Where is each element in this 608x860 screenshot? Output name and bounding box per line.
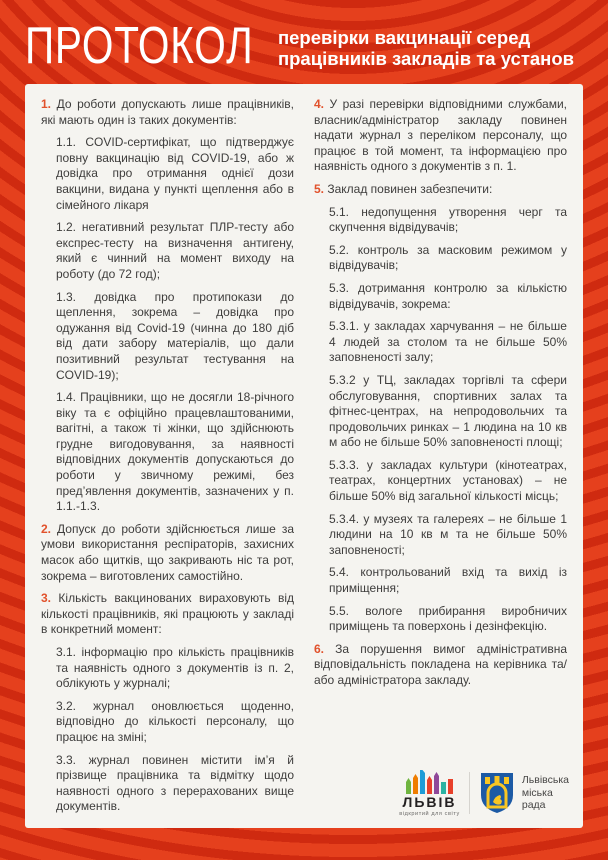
item-text: інформацію про кількість працівників та наявність одного з документів із п. 2, облікують у журналі; xyxy=(56,645,294,691)
protocol-subitem-3-2 xyxy=(56,699,294,746)
protocol-subitem-5-4 xyxy=(329,565,567,596)
lviv-logo-wordmark: ЛЬВІВ xyxy=(402,793,457,810)
item-number: 3.2. xyxy=(56,698,77,713)
item-text: За порушення вимог адміністративна відповідальність покладена на керівника та/або адміністратора закладу. xyxy=(314,641,567,687)
protocol-subitem-5-3-3 xyxy=(329,458,567,505)
item-text: недопущення утворення черг та скупчення відвідувачів; xyxy=(329,204,567,235)
lviv-city-logo xyxy=(399,770,460,817)
protocol-subitem-5-3-4 xyxy=(329,512,567,559)
item-number: 2. xyxy=(41,521,52,536)
item-text: Працівники, що не досягли 18-річного віку та є офіційно працевлаштованими, вагітні, а також ті жінки, що здійснюють грудне вигодовування, за наявності відповідних документів допускаються до роботи у звичному режимі, без пред’явлення документів, зазначених у п. 1.1.-1.3. xyxy=(56,390,294,514)
protocol-subitem-5-3-2 xyxy=(329,373,567,451)
item-number: 5.1. xyxy=(329,204,350,219)
council-name-line3: рада xyxy=(521,799,546,812)
protocol-item-2 xyxy=(41,522,294,584)
protocol-item-6 xyxy=(314,642,567,689)
item-text: журнал повинен містити ім’я й прізвище працівника та відмітку щодо наявності одного з перерахованих вище документів. xyxy=(56,752,294,814)
item-number: 5.2. xyxy=(329,242,350,257)
item-number: 5.3.3. xyxy=(329,457,360,472)
item-number: 5.3.4. xyxy=(329,511,360,526)
footer-logos xyxy=(399,764,569,822)
protocol-subitem-1-3 xyxy=(56,290,294,384)
item-number: 4. xyxy=(314,97,325,111)
item-number: 1.3. xyxy=(56,289,77,304)
page-subtitle-line2: працівників закладів та установ xyxy=(277,48,575,69)
item-text: журнал оновлюється щоденно, відповідно до кількості персоналу, що працює на зміні; xyxy=(56,698,294,744)
protocol-subitem-3-3 xyxy=(56,753,294,815)
city-council-name xyxy=(522,774,569,812)
item-text: дотримання контролю за кількістю відвідувачів, зокрема: xyxy=(329,280,567,311)
lviv-coat-of-arms-icon xyxy=(479,771,515,815)
council-name-line2: міська xyxy=(521,786,553,799)
item-number: 5.3.1. xyxy=(329,319,360,334)
item-text: У разі перевірки відповідними службами, власник/адміністратор закладу повинен надати журнал з переліком персоналу, що працює в той момент, та інформацією про наявність одного з документів з п. 1. xyxy=(314,97,567,174)
item-text: у ТЦ, закладах торгівлі та сфери обслуговування, спортивних залах та фітнес-центрах, на непродовольчих та продовольчих ринках – 1 людина на 10 кв м або не більше 50% заповненості площі; xyxy=(329,372,567,450)
protocol-item-5 xyxy=(314,182,567,198)
city-council-logo xyxy=(479,771,569,815)
protocol-item-4 xyxy=(314,97,567,175)
item-text: До роботи допускають лише працівників, які мають один із таких документів: xyxy=(41,97,294,127)
page-header xyxy=(25,10,583,82)
item-number: 5.3.2 xyxy=(329,372,356,387)
page-subtitle xyxy=(278,22,574,69)
protocol-subitem-5-1 xyxy=(329,205,567,236)
item-number: 3.3. xyxy=(56,752,77,767)
protocol-subitem-5-5 xyxy=(329,604,567,635)
protocol-subitem-1-1 xyxy=(56,135,294,213)
item-text: негативний результат ПЛР-тесту або експрес-тесту на визначення антигену, який є чинний на момент виходу на роботу (до 72 год); xyxy=(56,220,294,281)
item-text: Допуск до роботи здійснюється лише за умови використання респіраторів, захисних масок або щитків, що закривають ніс та рот, зокрема – виготовлених самостійно. xyxy=(41,521,294,583)
logo-divider xyxy=(469,772,470,814)
item-number: 6. xyxy=(314,641,325,656)
protocol-subitem-5-3 xyxy=(329,281,567,312)
page-subtitle-line1: перевірки вакцинації серед xyxy=(277,27,531,49)
item-number: 5.5. xyxy=(329,603,350,618)
protocol-subitem-3-1 xyxy=(56,645,294,692)
item-number: 3. xyxy=(41,591,52,606)
item-text: COVID-сертифікат, що підтверджує повну вакцинацію від COVID-19, або ж довідка про отримання однієї дози вакцини, видана у пункті щеплення або в сімейного лікаря xyxy=(56,135,294,212)
lviv-skyline-icon xyxy=(404,770,456,794)
protocol-item-1 xyxy=(41,97,294,128)
item-number: 1.2. xyxy=(56,220,77,235)
item-number: 3.1. xyxy=(56,645,77,659)
item-number: 1.1. xyxy=(56,135,77,150)
item-number: 5.4. xyxy=(329,565,350,580)
item-text: довідка про протипокази до щеплення, зокрема – довідка про одужання від Covid-19 (чинна до 180 діб від дати забору матеріалів, що дали позитивний результат тестування на COVID-19); xyxy=(56,289,294,382)
item-number: 1.4. xyxy=(56,390,77,405)
item-number: 1. xyxy=(41,97,52,111)
item-text: вологе прибирання виробничих приміщень та поверхонь і дезінфекцію. xyxy=(329,603,567,634)
protocol-item-3 xyxy=(41,591,294,638)
lviv-logo-tagline: відкритий для світу xyxy=(399,810,460,817)
item-number: 5. xyxy=(314,181,325,196)
left-column xyxy=(41,97,294,818)
item-text: контрольований вхід та вихід із приміщення; xyxy=(329,565,567,596)
protocol-subitem-5-3-1 xyxy=(329,319,567,366)
item-number: 5.3. xyxy=(329,280,350,295)
protocol-columns xyxy=(41,97,567,818)
protocol-subitem-5-2 xyxy=(329,243,567,274)
protocol-subitem-1-2 xyxy=(56,220,294,282)
page-title: ПРОТОКОЛ xyxy=(25,17,254,75)
protocol-card xyxy=(25,84,583,828)
item-text: у музеях та галереях – не більше 1 людини на 10 кв м та не більше 50% заповненості; xyxy=(329,511,567,557)
council-name-line1: Львівська xyxy=(521,773,569,786)
item-text: у закладах культури (кінотеатрах, театрах, концертних установах) – не більше 50% від загальної кількості місць; xyxy=(329,457,567,504)
item-text: у закладах харчування – не більше 4 людей за столом та не більше 50% заповненості залу; xyxy=(329,319,567,365)
protocol-subitem-1-4 xyxy=(56,390,294,515)
right-column xyxy=(314,97,567,818)
item-text: Кількість вакцинованих вираховують від кількості працівників, які працюють у закладі в конкретний момент: xyxy=(41,591,294,637)
item-text: контроль за масковим режимом у відвідувачів; xyxy=(329,242,567,273)
item-text: Заклад повинен забезпечити: xyxy=(327,181,493,196)
